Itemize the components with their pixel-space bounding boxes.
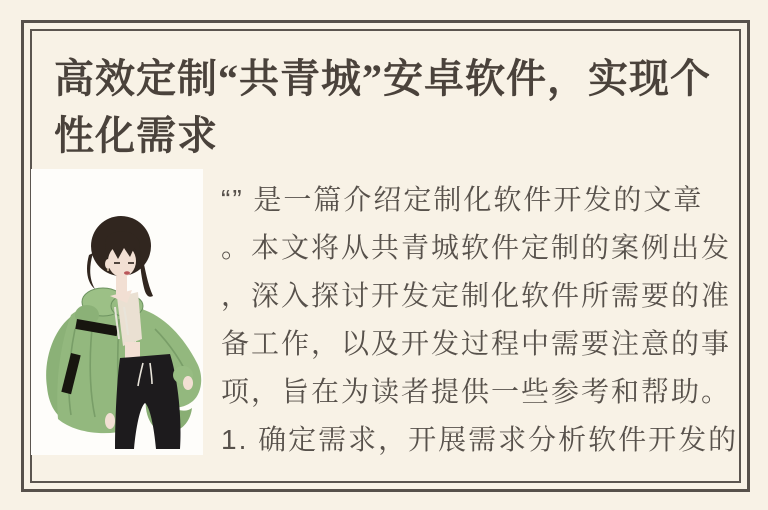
body-line-2: 。本文将从共青城软件定制的案例出发 [221, 232, 732, 263]
body-text [221, 176, 748, 464]
midriff [125, 342, 140, 359]
body-line-6: 1. 确定需求，开展需求分析软件开发的 [221, 424, 739, 455]
title-line-1: 高效定制“共青城”安卓软件，实现个 [54, 56, 711, 101]
left-hand [105, 413, 115, 429]
body-line-5: 项，旨在为读者提供一些参考和帮助。 [221, 376, 732, 407]
right-hand [183, 376, 193, 390]
lips [124, 271, 130, 274]
body-line-1: “” 是一篇介绍定制化软件开发的文章 [221, 184, 704, 215]
ear [105, 259, 111, 269]
girl-illustration-svg [31, 169, 203, 455]
girl-illustration [31, 169, 203, 455]
article-title [54, 50, 756, 164]
body-line-3: ，深入探讨开发定制化软件所需要的准 [221, 280, 732, 311]
body-line-4: 备工作，以及开发过程中需要注意的事 [221, 328, 732, 359]
title-line-2: 性化需求 [54, 113, 218, 158]
earring [107, 269, 109, 271]
